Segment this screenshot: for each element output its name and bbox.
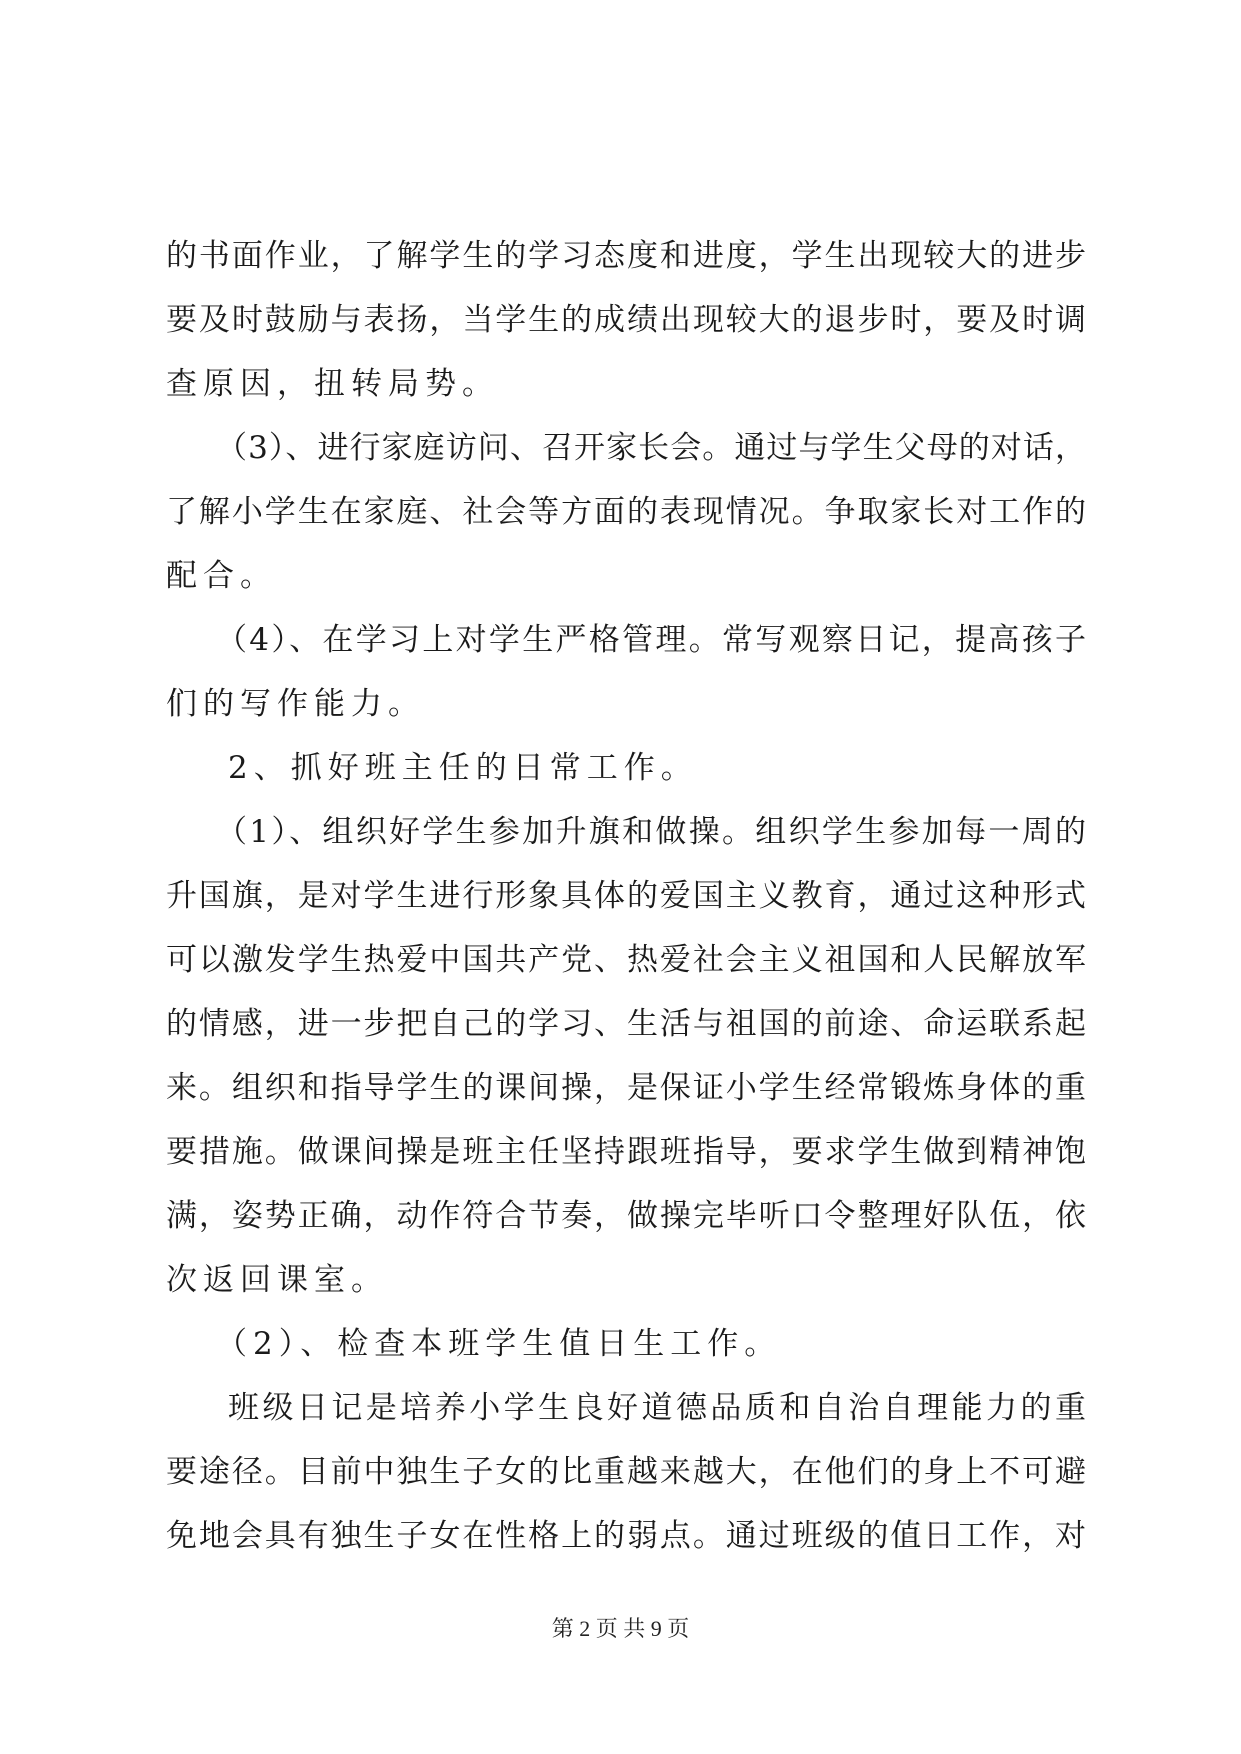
text-line: 的书面作业，了解学生的学习态度和进度，学生出现较大的进步 [166,238,1086,274]
text-line: 的情感，进一步把自己的学习、生活与祖国的前途、命运联系起 [166,1006,1086,1042]
text-line: 们的写作能力。 [166,686,425,722]
text-line: 要及时鼓励与表扬，当学生的成绩出现较大的退步时，要及时调 [166,302,1086,338]
text-line: 满，姿势正确，动作符合节奏，做操完毕听口令整理好队伍，依 [166,1198,1086,1234]
text-line: 要措施。做课间操是班主任坚持跟班指导，要求学生做到精神饱 [166,1134,1086,1170]
text-line: 可以激发学生热爱中国共产党、热爱社会主义祖国和人民解放军 [166,942,1086,978]
text-line: （1）、组织好学生参加升旗和做操。组织学生参加每一周的 [216,814,1086,850]
page-number-footer: 第 2 页 共 9 页 [551,1616,690,1641]
text-line: 查原因，扭转局势。 [166,366,499,402]
text-line: 配合。 [166,558,277,594]
text-line: 次返回课室。 [166,1262,388,1298]
text-line: （4）、在学习上对学生严格管理。常写观察日记，提高孩子 [216,622,1086,658]
text-line: 要途径。目前中独生子女的比重越来越大，在他们的身上不可避 [166,1454,1086,1490]
text-line: 升国旗，是对学生进行形象具体的爱国主义教育，通过这种形式 [166,878,1086,914]
text-line: （3）、进行家庭访问、召开家长会。通过与学生父母的对话， [216,430,1086,466]
text-line: 免地会具有独生子女在性格上的弱点。通过班级的值日工作，对 [166,1518,1086,1554]
text-line: 2、抓好班主任的日常工作。 [228,750,698,786]
text-line: （2）、检查本班学生值日生工作。 [216,1326,782,1362]
text-line: 来。组织和指导学生的课间操，是保证小学生经常锻炼身体的重 [166,1070,1086,1106]
text-line: 了解小学生在家庭、社会等方面的表现情况。争取家长对工作的 [166,494,1086,530]
body-text [166,224,1086,1568]
text-line: 班级日记是培养小学生良好道德品质和自治自理能力的重 [228,1390,1086,1426]
